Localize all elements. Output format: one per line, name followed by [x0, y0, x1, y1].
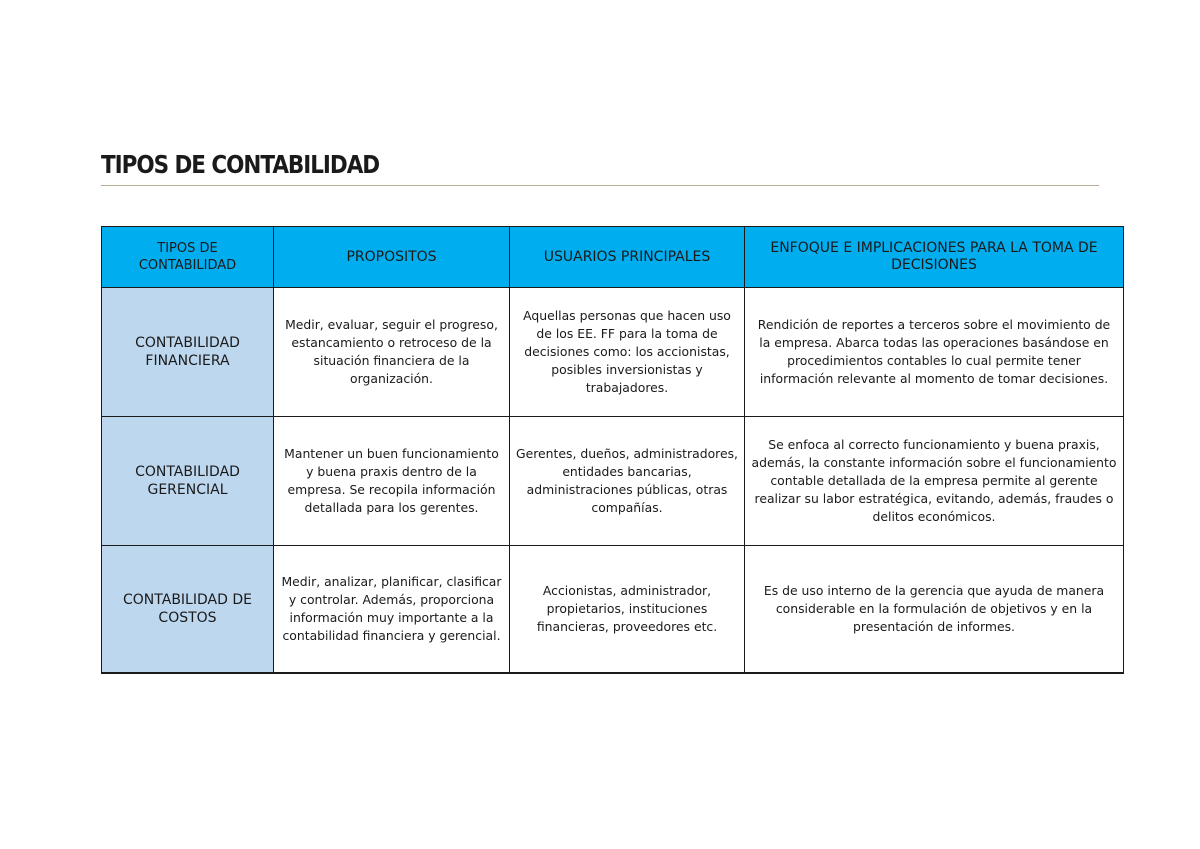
row-focus: Se enfoca al correcto funcionamiento y buena praxis, además, la constante información sobre el funcionamiento contable detallada de la empresa permite al gerente realizar su labor estratégica, evitando, además, fraudes o delitos económicos. — [745, 417, 1124, 546]
header-purposes: PROPOSITOS — [274, 227, 510, 288]
row-purpose: Medir, evaluar, seguir el progreso, estancamiento o retroceso de la situación financiera de la organización. — [274, 288, 510, 417]
title-underline — [101, 185, 1099, 186]
row-focus: Es de uso interno de la gerencia que ayuda de manera considerable en la formulación de objetivos y en la presentación de informes. — [745, 546, 1124, 673]
table-row — [102, 546, 1124, 673]
row-purpose: Medir, analizar, planificar, clasificar y controlar. Además, proporciona información muy importante a la contabilidad financiera y gerencial. — [274, 546, 510, 673]
document-title: TIPOS DE CONTABILIDAD — [101, 150, 380, 179]
row-users: Gerentes, dueños, administradores, entidades bancarias, administraciones públicas, otras compañías. — [510, 417, 745, 546]
row-purpose: Mantener un buen funcionamiento y buena praxis dentro de la empresa. Se recopila información detallada para los gerentes. — [274, 417, 510, 546]
table-header-row — [102, 227, 1124, 288]
accounting-types-table — [101, 226, 1124, 674]
row-users: Aquellas personas que hacen uso de los EE. FF para la toma de decisiones como: los accionistas, posibles inversionistas y trabajadores. — [510, 288, 745, 417]
header-types: TIPOS DE CONTABILIDAD — [102, 227, 274, 288]
table-row — [102, 288, 1124, 417]
row-users: Accionistas, administrador, propietarios, instituciones financieras, proveedores etc. — [510, 546, 745, 673]
row-type-costos: CONTABILIDAD DE COSTOS — [102, 546, 274, 673]
table-row — [102, 417, 1124, 546]
header-focus: ENFOQUE E IMPLICACIONES PARA LA TOMA DE DECISIONES — [745, 227, 1124, 288]
header-main-users: USUARIOS PRINCIPALES — [510, 227, 745, 288]
row-focus: Rendición de reportes a terceros sobre el movimiento de la empresa. Abarca todas las operaciones basándose en procedimientos contables lo cual permite tener información relevante al momento de tomar decisiones. — [745, 288, 1124, 417]
row-type-financiera: CONTABILIDAD FINANCIERA — [102, 288, 274, 417]
row-type-gerencial: CONTABILIDAD GERENCIAL — [102, 417, 274, 546]
